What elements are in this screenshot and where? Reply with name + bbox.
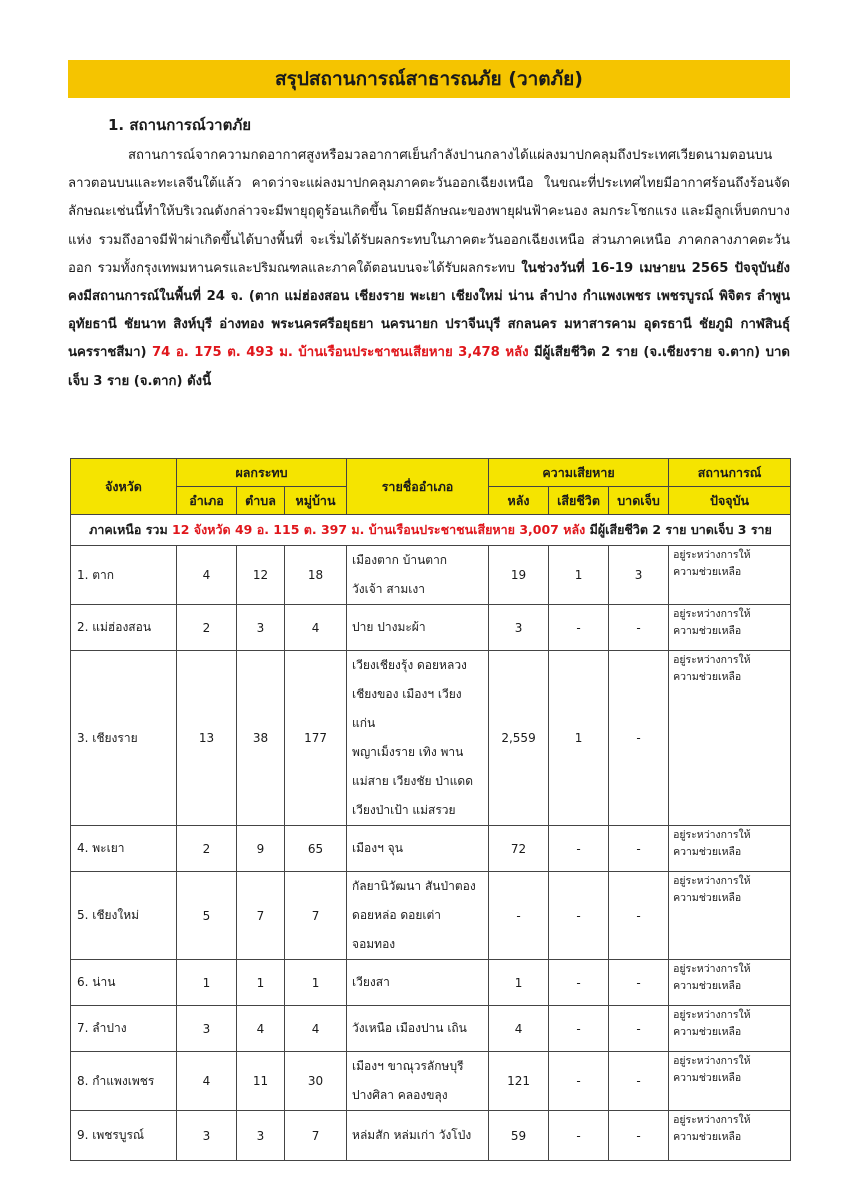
header-impact: ผลกระทบ xyxy=(177,459,347,487)
status-line: อยู่ระหว่างการให้ xyxy=(673,1055,751,1067)
header-houses: หลัง xyxy=(489,487,549,515)
status-line: อยู่ระหว่างการให้ xyxy=(673,829,751,841)
status-line: ความช่วยเหลือ xyxy=(673,846,742,858)
table-row xyxy=(71,1006,791,1052)
injured-count: 3 xyxy=(609,546,669,605)
status-line: อยู่ระหว่างการให้ xyxy=(673,654,751,666)
status-cell xyxy=(669,1052,791,1111)
village-count: 30 xyxy=(285,1052,347,1111)
header-district: อำเภอ xyxy=(177,487,237,515)
province-cell: 8. กำแพงเพชร xyxy=(71,1052,177,1111)
status-cell xyxy=(669,960,791,1006)
table-row xyxy=(71,826,791,872)
status-line: อยู่ระหว่างการให้ xyxy=(673,1009,751,1021)
district-name-line: เวียงป่าเป้า แม่สรวย xyxy=(352,803,456,817)
status-cell xyxy=(669,1006,791,1052)
status-line: ความช่วยเหลือ xyxy=(673,566,742,578)
district-names xyxy=(347,605,489,651)
houses-count: 1 xyxy=(489,960,549,1006)
region-label: ภาคเหนือ รวม xyxy=(89,522,173,537)
houses-count: 59 xyxy=(489,1111,549,1161)
district-count: 1 xyxy=(177,960,237,1006)
header-province: จังหวัด xyxy=(71,459,177,515)
district-name-line: พญาเม็งราย เทิง พาน xyxy=(352,745,464,759)
status-cell xyxy=(669,1111,791,1161)
status-line: ความช่วยเหลือ xyxy=(673,1026,742,1038)
village-count: 177 xyxy=(285,651,347,826)
houses-count: 19 xyxy=(489,546,549,605)
district-name-line: เมืองตาก บ้านตาก xyxy=(352,553,448,567)
status-cell xyxy=(669,651,791,826)
deaths-count: - xyxy=(549,872,609,960)
status-line: ความช่วยเหลือ xyxy=(673,980,742,992)
district-names xyxy=(347,960,489,1006)
village-count: 65 xyxy=(285,826,347,872)
status-cell xyxy=(669,872,791,960)
province-cell: 1. ตาก xyxy=(71,546,177,605)
header-status-line2: ปัจจุบัน xyxy=(669,487,791,515)
province-cell: 7. ลำปาง xyxy=(71,1006,177,1052)
province-cell: 3. เชียงราย xyxy=(71,651,177,826)
deaths-count: - xyxy=(549,1111,609,1161)
district-name-line: เมืองฯ จุน xyxy=(352,841,403,855)
deaths-count: - xyxy=(549,1052,609,1111)
subdistrict-count: 38 xyxy=(237,651,285,826)
district-names xyxy=(347,1006,489,1052)
region-summary-row xyxy=(71,515,791,546)
district-count: 4 xyxy=(177,546,237,605)
district-names xyxy=(347,546,489,605)
header-deaths: เสียชีวิต xyxy=(549,487,609,515)
subdistrict-count: 1 xyxy=(237,960,285,1006)
header-district-names: รายชื่ออำเภอ xyxy=(347,459,489,515)
subdistrict-count: 3 xyxy=(237,605,285,651)
table-row xyxy=(71,1111,791,1161)
subdistrict-count: 9 xyxy=(237,826,285,872)
province-cell: 2. แม่ฮ่องสอน xyxy=(71,605,177,651)
injured-count: - xyxy=(609,651,669,826)
header-subdistrict: ตำบล xyxy=(237,487,285,515)
deaths-count: 1 xyxy=(549,546,609,605)
deaths-count: 1 xyxy=(549,651,609,826)
village-count: 4 xyxy=(285,1006,347,1052)
header-injured: บาดเจ็บ xyxy=(609,487,669,515)
district-name-line: แม่สาย เวียงชัย ป่าแดด xyxy=(352,774,473,788)
region-casualties: มีผู้เสียชีวิต 2 ราย บาดเจ็บ 3 ราย xyxy=(585,522,772,537)
injured-count: - xyxy=(609,960,669,1006)
status-line: อยู่ระหว่างการให้ xyxy=(673,608,751,620)
district-name-line: หล่มสัก หล่มเก่า วังโป่ง xyxy=(352,1128,472,1142)
district-count: 2 xyxy=(177,605,237,651)
table-row xyxy=(71,651,791,826)
status-line: อยู่ระหว่างการให้ xyxy=(673,963,751,975)
injured-count: - xyxy=(609,1006,669,1052)
village-count: 4 xyxy=(285,605,347,651)
region-highlight: 12 จังหวัด 49 อ. 115 ต. 397 ม. บ้านเรือนประชาชนเสียหาย 3,007 หลัง xyxy=(172,522,586,537)
subdistrict-count: 7 xyxy=(237,872,285,960)
status-line: ความช่วยเหลือ xyxy=(673,625,742,637)
district-name-line: ปาย ปางมะผ้า xyxy=(352,620,426,634)
deaths-count: - xyxy=(549,960,609,1006)
district-name-line: เชียงของ เมืองฯ เวียงแก่น xyxy=(352,687,462,730)
houses-count: 4 xyxy=(489,1006,549,1052)
page-title: สรุปสถานการณ์สาธารณภัย (วาตภัย) xyxy=(68,60,790,98)
table-row xyxy=(71,605,791,651)
subdistrict-count: 12 xyxy=(237,546,285,605)
district-name-line: จอมทอง xyxy=(352,937,396,951)
houses-count: - xyxy=(489,872,549,960)
province-cell: 5. เชียงใหม่ xyxy=(71,872,177,960)
village-count: 1 xyxy=(285,960,347,1006)
district-count: 2 xyxy=(177,826,237,872)
status-line: ความช่วยเหลือ xyxy=(673,892,742,904)
header-damage: ความเสียหาย xyxy=(489,459,669,487)
district-name-line: เวียงเชียงรุ้ง ดอยหลวง xyxy=(352,658,467,672)
table-row xyxy=(71,960,791,1006)
district-name-line: กัลยานิวัฒนา สันป่าตอง xyxy=(352,879,476,893)
houses-count: 121 xyxy=(489,1052,549,1111)
village-count: 18 xyxy=(285,546,347,605)
deaths-count: - xyxy=(549,605,609,651)
district-count: 3 xyxy=(177,1006,237,1052)
province-cell: 6. น่าน xyxy=(71,960,177,1006)
status-line: ความช่วยเหลือ xyxy=(673,671,742,683)
table-row xyxy=(71,1052,791,1111)
district-name-line: ปางศิลา คลองขลุง xyxy=(352,1088,448,1102)
header-status-line1: สถานการณ์ xyxy=(669,459,791,487)
table-row xyxy=(71,872,791,960)
district-names xyxy=(347,651,489,826)
header-village: หมู่บ้าน xyxy=(285,487,347,515)
village-count: 7 xyxy=(285,872,347,960)
district-count: 13 xyxy=(177,651,237,826)
injured-count: - xyxy=(609,1111,669,1161)
injured-count: - xyxy=(609,1052,669,1111)
section-heading: 1. สถานการณ์วาตภัย xyxy=(108,116,252,134)
district-names xyxy=(347,872,489,960)
intro-text: สถานการณ์จากความกดอากาศสูงหรือมวลอากาศเย็นกำลังปานกลางได้แผ่ลงมาปกคลุมถึงประเทศเวียดนามตอนบน ลาวตอนบนและทะเลจีนใต้แล้ว คาดว่าจะแผ่ลงมาปกคลุมภาคตะวันออกเฉียงเหนือ ในขณะที่ประเทศไทยมีอากาศร้อนถึงร้อนจัด ลักษณะเช่นนี้ทำให้บริเวณดังกล่าวจะมีพายุฤดูร้อนเกิดขึ้น โดยมีลักษณะของพายุฝนฟ้าคะนอง ลมกระโชกแรง และมีลูกเห็บตกบางแห่ง รวมถึงอาจมีฟ้าผ่าเกิดขึ้นได้บางพื้นที่ จะเริ่มได้รับผลกระทบในภาคตะวันออกเฉียงเหนือ ส่วนภาคเหนือ ภาคกลางภาคตะวันออก รวมทั้งกรุงเทพมหานครและปริมณฑลและภาคใต้ตอนบนจะได้รับผลกระทบ xyxy=(68,148,790,276)
district-name-line: วังเจ้า สามเงา xyxy=(352,582,425,596)
intro-bold-text-2: มีผู้เสียชีวิต 2 ราย (จ.เชียงราย จ.ตาก) บาดเจ็บ 3 ราย (จ.ตาก) ดังนี้ xyxy=(68,345,790,389)
status-line: ความช่วยเหลือ xyxy=(673,1072,742,1084)
houses-count: 2,559 xyxy=(489,651,549,826)
status-line: อยู่ระหว่างการให้ xyxy=(673,549,751,561)
status-line: ความช่วยเหลือ xyxy=(673,1131,742,1143)
district-name-line: ดอยหล่อ ดอยเต่า xyxy=(352,908,442,922)
status-line: อยู่ระหว่างการให้ xyxy=(673,1114,751,1126)
district-names xyxy=(347,1052,489,1111)
damage-table xyxy=(70,458,791,1161)
subdistrict-count: 4 xyxy=(237,1006,285,1052)
injured-count: - xyxy=(609,872,669,960)
intro-bold-text: ในช่วงวันที่ 16-19 เมษายน 2565 ปัจจุบันยังคงมีสถานการณ์ในพื้นที่ 24 จ. (ตาก แม่ฮ่องสอน เชียงราย พะเยา เชียงใหม่ น่าน ลำปาง กำแพงเพชร เพชรบูรณ์ พิจิตร ลำพูน อุทัยธานี ชัยนาท สิงห์บุรี อ่างทอง พระนครศรีอยุธยา นครนายก ปราจีนบุรี สกลนคร มหาสารคาม อุดรธานี ชัยภูมิ กาฬสินธุ์ นครราชสีมา) xyxy=(68,260,790,361)
subdistrict-count: 3 xyxy=(237,1111,285,1161)
status-cell xyxy=(669,826,791,872)
province-cell: 4. พะเยา xyxy=(71,826,177,872)
region-summary xyxy=(71,515,791,546)
district-count: 5 xyxy=(177,872,237,960)
houses-count: 72 xyxy=(489,826,549,872)
status-cell xyxy=(669,605,791,651)
district-name-line: วังเหนือ เมืองปาน เถิน xyxy=(352,1021,467,1035)
injured-count: - xyxy=(609,605,669,651)
houses-count: 3 xyxy=(489,605,549,651)
injured-count: - xyxy=(609,826,669,872)
deaths-count: - xyxy=(549,1006,609,1052)
district-names xyxy=(347,1111,489,1161)
district-name-line: เวียงสา xyxy=(352,975,390,989)
province-cell: 9. เพชรบูรณ์ xyxy=(71,1111,177,1161)
table-row xyxy=(71,546,791,605)
intro-highlight-text: 74 อ. 175 ต. 493 ม. บ้านเรือนประชาชนเสียหาย 3,478 หลัง xyxy=(152,345,529,361)
district-count: 4 xyxy=(177,1052,237,1111)
intro-paragraph xyxy=(68,142,790,396)
subdistrict-count: 11 xyxy=(237,1052,285,1111)
district-name-line: เมืองฯ ขาณุวรลักษบุรี xyxy=(352,1059,464,1073)
deaths-count: - xyxy=(549,826,609,872)
village-count: 7 xyxy=(285,1111,347,1161)
status-cell xyxy=(669,546,791,605)
status-line: อยู่ระหว่างการให้ xyxy=(673,875,751,887)
district-names xyxy=(347,826,489,872)
district-count: 3 xyxy=(177,1111,237,1161)
